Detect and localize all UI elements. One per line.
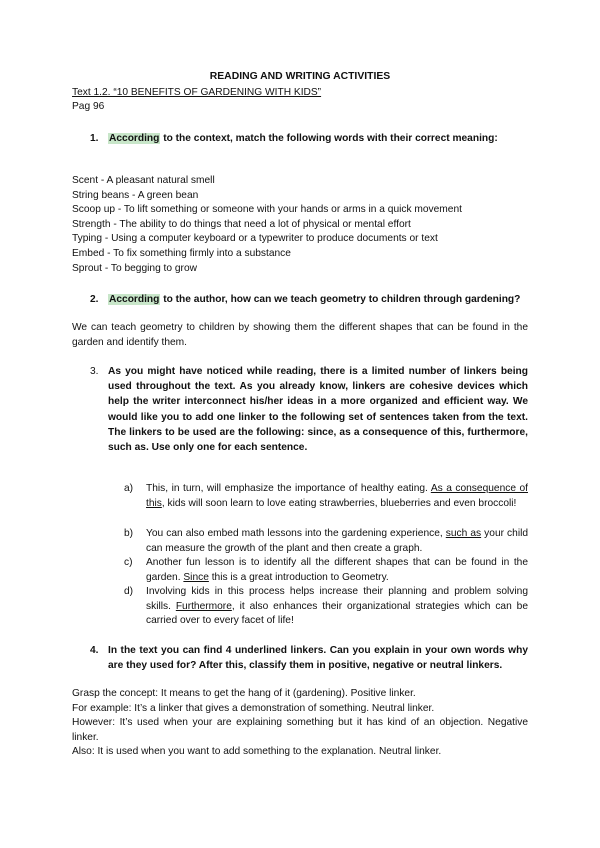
underlined-linker: As a consequence of this [146,483,528,509]
page-reference: Pag 96 [72,101,105,112]
highlighted-word: According [109,294,160,305]
sentence-item [124,556,528,585]
highlighted-word: According [109,133,160,144]
item-text: , it also enhances their organizational strategies which can be carried over to every facet of life! [146,600,528,627]
question-3 [90,364,528,455]
sentence-item [124,585,528,629]
answer-item: Grasp the concept: It means to get the hang of it (gardening). Positive linker. [72,688,416,699]
page-title: READING AND WRITING ACTIVITIES [209,71,391,82]
definitions-list [72,174,532,276]
sentence-item [124,527,528,556]
item-letter: c) [124,557,133,568]
item-text: your child can measure the growth of the plant and then create a graph. [146,528,529,554]
question-2 [90,292,528,307]
item-letter: b) [124,528,134,539]
underlined-linker: such as [445,528,482,539]
item-text: Another fun lesson is to identify all the different shapes that can be found in the garden. [146,557,528,583]
question-4 [90,643,528,673]
item-letter: d) [124,586,134,597]
item-letter: a) [124,483,134,494]
question-text: to the context, match the following words with their correct meaning: [160,133,498,144]
definition-item: Scent - A pleasant natural smell [72,175,215,186]
item-text: Involving kids in this process helps increase their planning and problem solving skills. [146,586,528,612]
question-number: 2. [90,294,99,305]
question-text: to the author, how can we teach geometry to children through gardening? [160,294,521,305]
definition-item: Sprout - To begging to grow [72,262,197,274]
text-subtitle: Text 1.2. “10 BENEFITS OF GARDENING WITH KIDS” [72,87,322,98]
item-text: , kids will soon learn to love eating strawberries, blueberries and even broccoli! [161,497,517,509]
answer-item: For example: It’s a linker that gives a demonstration of something. Neutral linker. [72,702,435,714]
question-number: 1. [90,133,99,144]
question-2-answer: We can teach geometry to children by showing them the different shapes that can be found in the garden and identify them. [72,322,528,348]
answer-item: Also: It is used when you want to add something to the explanation. Neutral linker. [72,746,442,758]
question-number: 3. [90,366,99,377]
question-4-answers [72,687,528,760]
definition-item: Typing - Using a computer keyboard or a typewriter to produce documents or text [72,233,438,245]
question-text: In the text you can find 4 underlined linkers. Can you explain in your own words why are they used for? After this, classify them in positive, negative or neutral linkers. [108,645,528,672]
definition-item: Embed - To fix something firmly into a substance [72,247,291,259]
item-text: You can also embed math lessons into the gardening experience, [146,528,446,539]
underlined-linker: Since [183,571,209,583]
definition-item: Strength - The ability to do things that need a lot of physical or mental effort [72,218,411,230]
question-number: 4. [90,645,99,656]
item-text: this is a great introduction to Geometry. [208,571,389,583]
question-text: As you might have noticed while reading, there is a limited number of linkers being used throughout the text. As you already know, linkers are cohesive devices which help the writer interconnect his/her ideas in a more organized and efficient way. We would like you to add one linker to the following set of sentences taken from the text. The linkers to be used are the following: since, as a consequence of this, furthermore, such as. Use only one for each sentence. [108,366,528,454]
definition-item: Scoop up - To lift something or someone with your hands or arms in a quick movement [72,204,462,216]
answer-item: However: It’s used when your are explaining something but it has kind of an objection. Negative linker. [72,717,528,743]
underlined-linker: Furthermore [175,600,232,612]
question-1 [90,131,528,146]
sentence-item [124,482,528,511]
definition-item: String beans - A green bean [72,189,199,201]
item-text: This, in turn, will emphasize the importance of healthy eating. [146,483,431,494]
